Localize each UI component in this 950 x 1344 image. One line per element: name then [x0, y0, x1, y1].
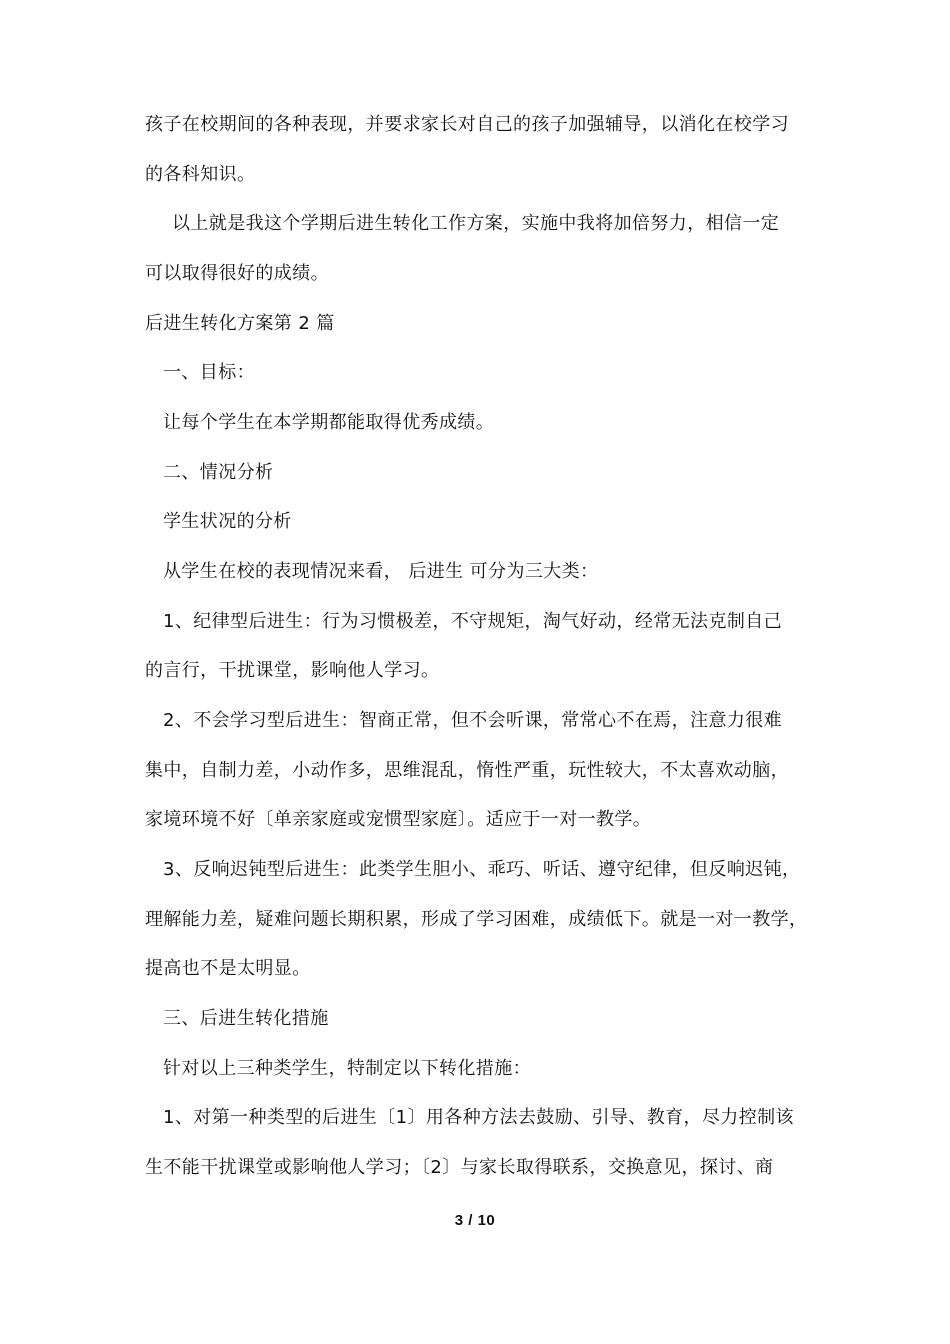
paragraph-line: 生不能干扰课堂或影响他人学习；〔2〕与家长取得联系，交换意见，探讨、商: [145, 1157, 774, 1178]
paragraph-line: 让每个学生在本学期都能取得优秀成绩。: [163, 412, 495, 433]
paragraph-line: 可以取得很好的成绩。: [145, 263, 329, 284]
paragraph-line: 3、反响迟钝型后进生：此类学生胆小、乖巧、听话、遵守纪律，但反响迟钝，: [163, 859, 801, 880]
subheading: 二、情况分析: [163, 462, 274, 483]
paragraph-line: 从学生在校的表现情况来看， 后进生 可分为三大类：: [163, 561, 599, 582]
paragraph-line: 1、纪律型后进生：行为习惯极差，不守规矩，淘气好动，经常无法克制自己: [163, 611, 783, 632]
paragraph-line: 孩子在校期间的各种表现，并要求家长对自己的孩子加强辅导，以消化在校学习: [145, 114, 789, 135]
paragraph-line: 理解能力差，疑难问题长期积累，形成了学习困难，成绩低下。就是一对一教学，: [145, 909, 808, 930]
paragraph-line: 提高也不是太明显。: [145, 958, 311, 979]
paragraph-line: 家境环境不好〔单亲家庭或宠惯型家庭〕。适应于一对一教学。: [145, 809, 652, 830]
paragraph-line: 的各科知识。: [145, 164, 256, 185]
paragraph-line: 学生状况的分析: [163, 511, 292, 532]
paragraph-line: 针对以上三种类学生，特制定以下转化措施：: [163, 1058, 531, 1079]
subheading: 一、目标：: [163, 362, 255, 383]
paragraph-line: 集中，自制力差，小动作多，思维混乱，惰性严重，玩性较大，不太喜欢动脑，: [145, 760, 789, 781]
paragraph-line: 以上就是我这个学期后进生转化工作方案，实施中我将加倍努力，相信一定: [172, 213, 780, 234]
subheading: 三、后进生转化措施: [163, 1008, 329, 1029]
section-heading: 后进生转化方案第 2 篇: [145, 313, 335, 334]
page-number: 3 / 10: [454, 1212, 496, 1229]
paragraph-line: 的言行，干扰课堂，影响他人学习。: [145, 660, 440, 681]
paragraph-line: 1、对第一种类型的后进生〔1〕用各种方法去鼓励、引导、教育，尽力控制该: [163, 1107, 794, 1128]
paragraph-line: 2、不会学习型后进生：智商正常，但不会听课，常常心不在焉，注意力很难: [163, 710, 783, 731]
